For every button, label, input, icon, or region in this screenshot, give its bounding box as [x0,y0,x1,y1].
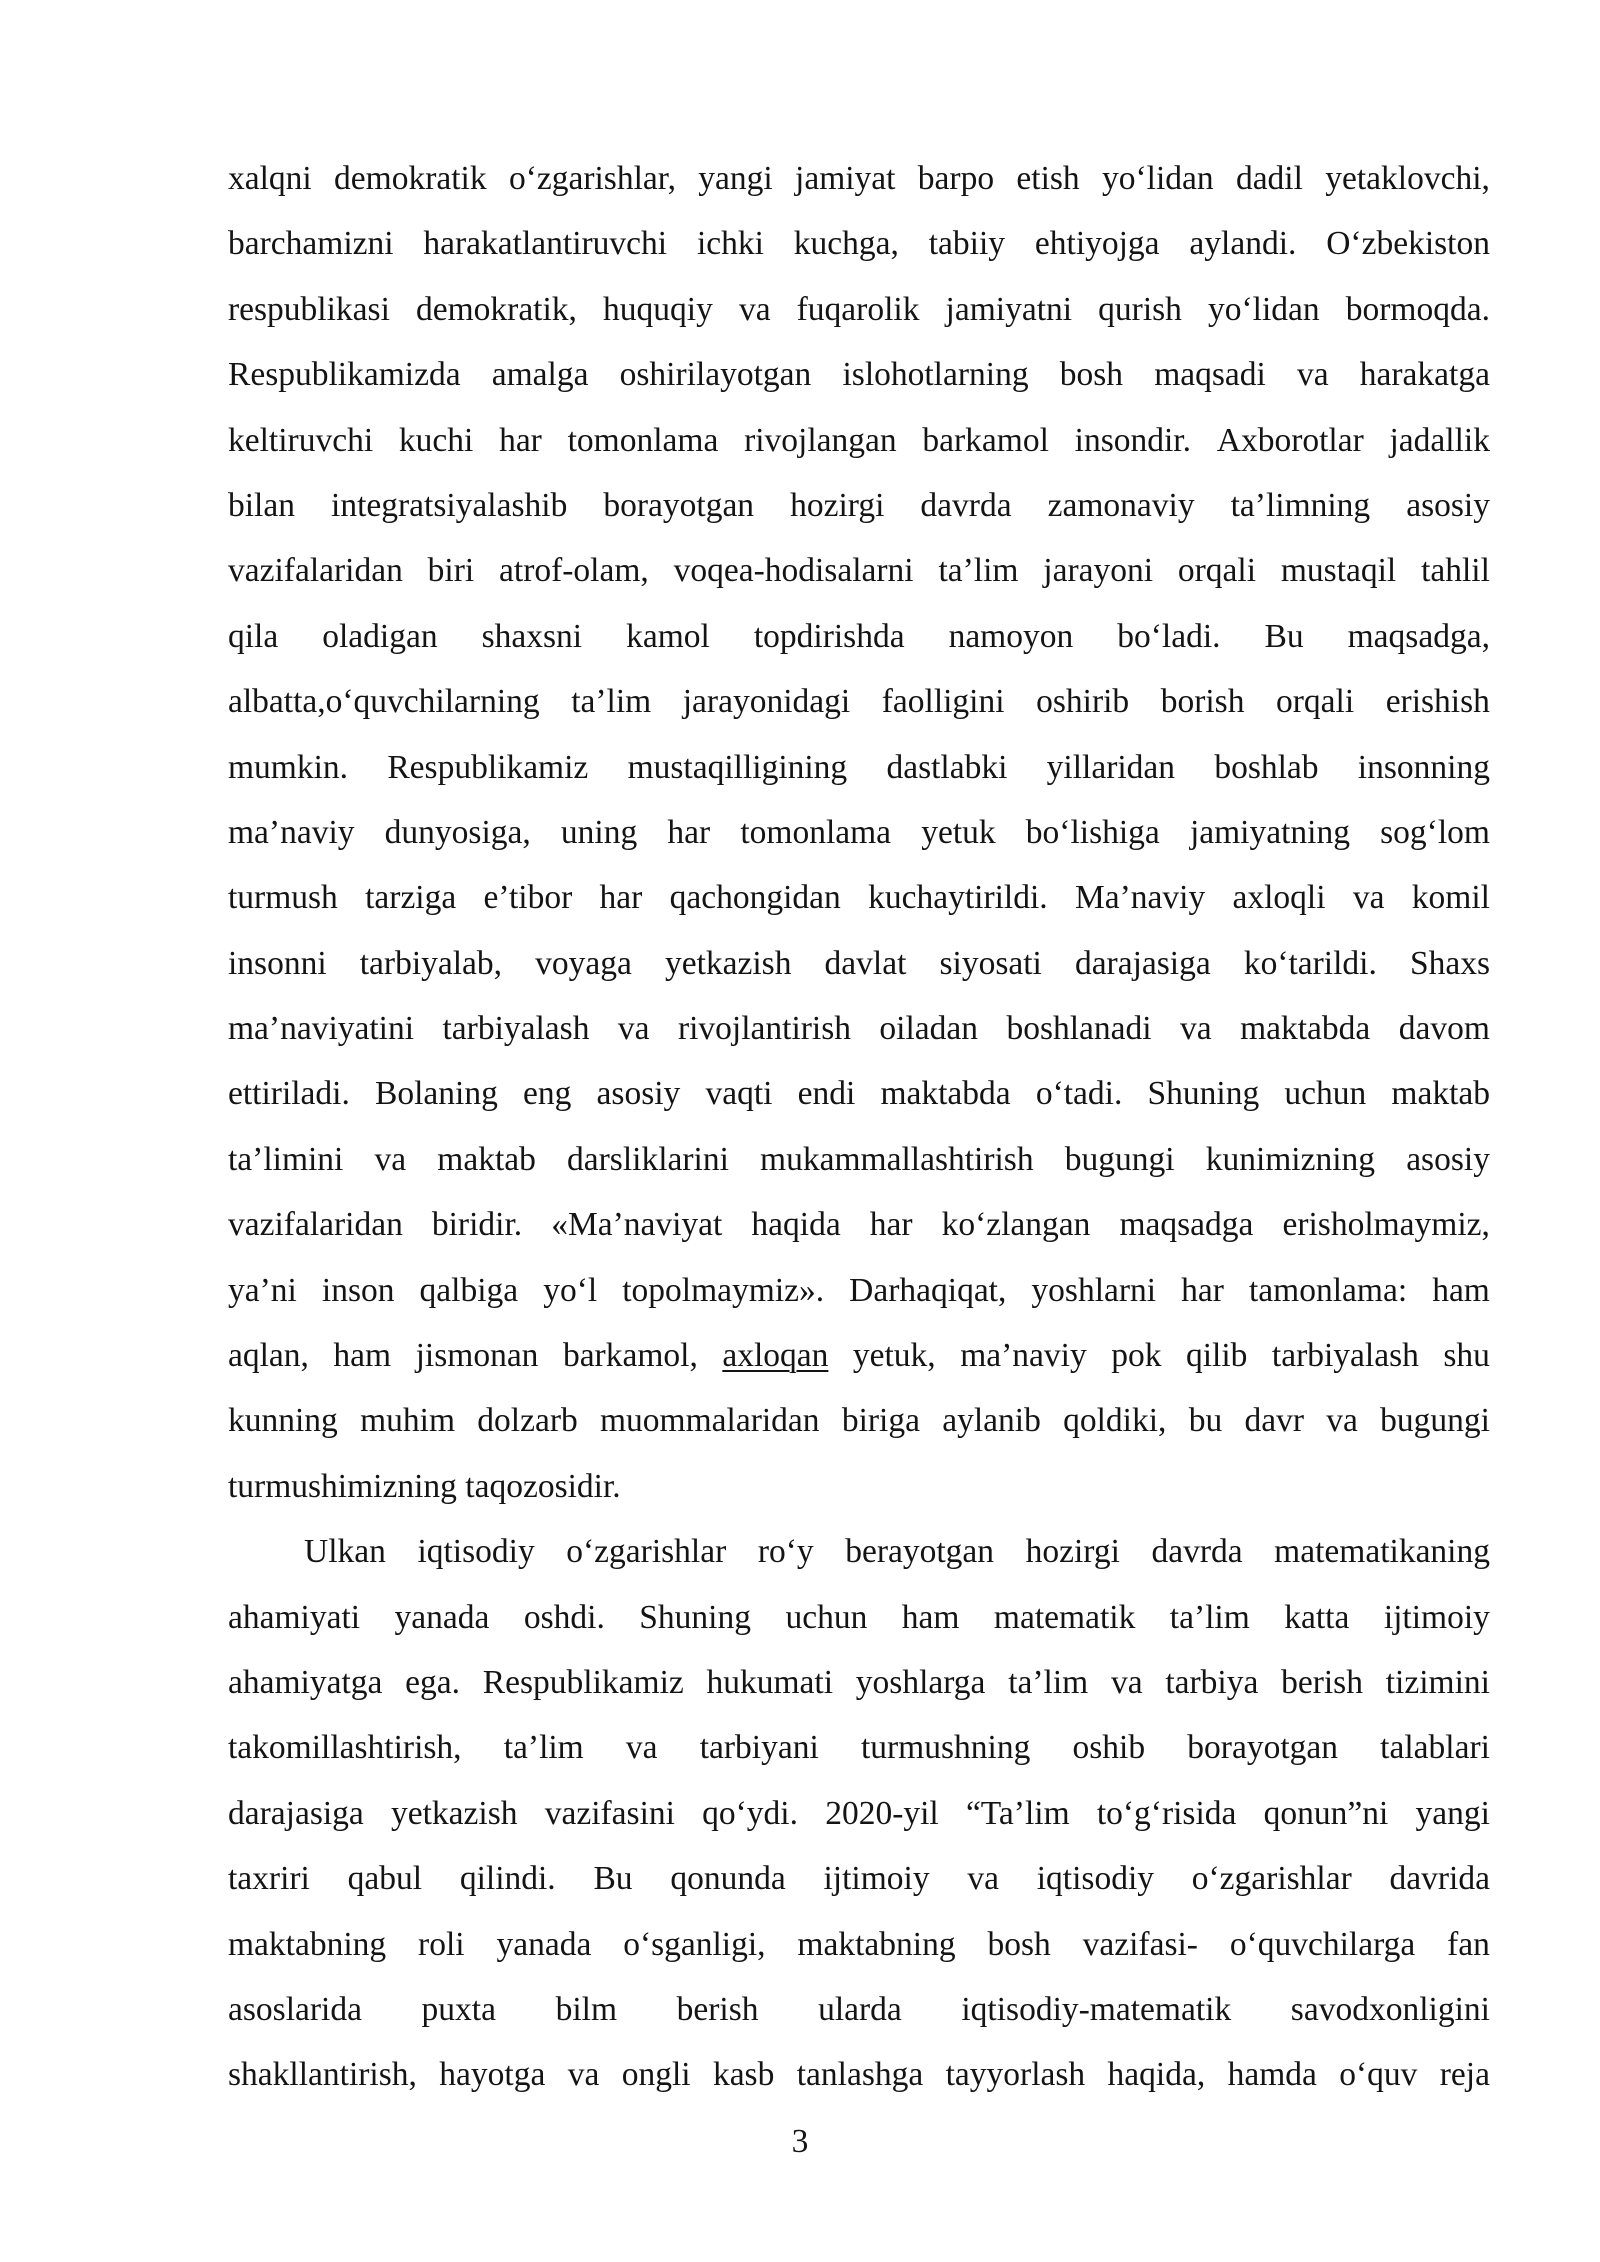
word: voqea-hodisalarni [673,552,914,590]
text-line [228,211,1490,276]
word: va [967,1860,999,1898]
text-line [228,865,1490,930]
word: aylandi. [1189,225,1297,263]
word: tarbiyalash [442,1010,590,1048]
word: Shaxs [1409,944,1490,982]
text-line [228,604,1490,669]
word: maqsadi [1154,356,1266,394]
text-line [228,342,1490,407]
word: demokratik [334,160,487,197]
word: O‘zbekiston [1326,225,1490,263]
word: iqtisodiy-matematik [961,1990,1232,2028]
word: turmushimizning [228,1467,457,1505]
word: ega. [405,1663,461,1701]
word: yetkazish [391,1794,518,1832]
word: maqsadga, [1347,617,1490,655]
word: biri [427,552,475,590]
word: ta’lim [1169,1598,1250,1636]
word: shaxsni [481,617,583,655]
word: harakatlantiruvchi [423,225,668,263]
word: eng [523,1075,572,1113]
word: katta [1284,1598,1350,1636]
text-line [228,1977,1490,2042]
text-line [228,996,1490,1061]
word: qoldiki, [1063,1402,1167,1440]
word: barkamol, [562,1337,698,1375]
word: tayyorlash [945,2056,1086,2094]
word: ijtimoiy [823,1860,930,1898]
word: mukammallashtirish [760,1140,1034,1178]
word: ta’lim [938,552,1019,590]
word: aqlan, [228,1337,309,1375]
word: ma’naviyatini [228,1010,415,1048]
word: biriga [841,1402,920,1440]
word: maktabda [880,1075,1011,1113]
word: ularda [818,1990,902,2028]
text-line [228,1061,1490,1126]
word: axloqli [1232,879,1326,917]
word: taqozosidir. [465,1467,621,1505]
word: yetuk, [852,1337,936,1375]
word: bu [1188,1402,1223,1440]
word: to‘g‘risida [1096,1794,1237,1832]
word: o‘zgarishlar [1191,1860,1352,1898]
word: Shuning [639,1598,751,1636]
word: etish [1016,160,1080,197]
word: 2020-yil [825,1794,939,1832]
word: asosiy [1406,1140,1490,1178]
word: davrda [1151,1533,1243,1571]
word: kunning [228,1402,338,1440]
word: ichki [696,225,764,263]
word: rivojlangan [744,421,897,459]
word: uchun [785,1598,868,1636]
word: jarayoni [1043,552,1154,590]
text-line [228,1585,1490,1650]
word: tizimini [1385,1663,1490,1701]
word: barkamol [922,421,1049,459]
word: qonunda [670,1860,786,1898]
word: shu [1443,1337,1490,1375]
word: Shuning [1147,1075,1260,1113]
word: takomillashtirish, [228,1729,462,1767]
text-line [228,473,1490,538]
word: yo‘l [543,1271,598,1309]
text-line [228,146,1490,211]
text-line [228,1127,1490,1192]
word: tarbiya [1165,1663,1259,1701]
word: Respublikamiz [387,748,589,786]
word: pok [1111,1337,1162,1375]
word: reja [1439,2056,1490,2094]
word: e’tibor [483,879,573,917]
word: davom [1398,1010,1490,1048]
word: tomonlama [567,421,719,459]
word: maktab [1391,1075,1490,1113]
text-line [228,1192,1490,1257]
word: dastlabki [886,748,1008,786]
word: tamonlama: [1248,1271,1408,1309]
word: dunyosiga, [384,813,531,851]
text-line [228,1912,1490,1977]
word: bo‘ladi. [1117,617,1221,655]
word: berayotgan [845,1533,995,1571]
word: inson [321,1271,395,1309]
word: borish [1160,683,1245,721]
word: ijtimoiy [1383,1598,1490,1636]
word: yillaridan [1046,748,1176,786]
word: o‘quv [1339,2056,1418,2094]
word: kamol [626,617,710,655]
word: har [599,879,643,917]
word: yetkazish [664,944,792,982]
word: oshirib [1036,683,1130,721]
word: va [617,1010,650,1048]
word: orqali [1276,683,1355,721]
word: keltiruvchi [228,421,374,459]
underlined-word: axloqan [722,1337,829,1375]
word: xalqni [228,160,312,197]
word: jamiyat [795,160,896,197]
word: har [869,1206,913,1244]
word: oshdi. [523,1598,605,1636]
word: turmushning [860,1729,1031,1767]
word: ma’naviy [228,813,355,851]
word: mustaqil [1280,552,1397,590]
word: davrida [1389,1860,1490,1898]
word: va [1110,1663,1143,1701]
word: berish [676,1990,759,2028]
word: kunimizning [1205,1140,1376,1178]
word: bo‘lishiga [1025,813,1160,851]
text-line [228,277,1490,342]
word: matematik [993,1598,1136,1636]
word: ongli [621,2056,691,2094]
word: integratsiyalashib [331,486,568,524]
word: qilib [1185,1337,1248,1375]
word: kasb [712,2056,775,2094]
word: maktabning [228,1925,387,1963]
word: maktabning [797,1925,956,1963]
word: har [499,421,542,459]
word: ta’lim [571,683,652,721]
word: bilm [555,1990,618,2028]
word: amalga [491,356,589,394]
word: maktab [437,1140,536,1178]
paragraph [228,146,1490,1519]
word: aylanib [942,1402,1041,1440]
word: davlat [824,944,907,982]
word: ham [901,1598,960,1636]
word: matematikaning [1274,1533,1490,1571]
word: jamiyatni [945,290,1073,328]
text-line [228,1323,1490,1388]
word: asoslarida [228,1990,362,2028]
word: Bolaning [375,1075,498,1113]
word: insonning [1357,748,1490,786]
word: biridir. [431,1206,523,1244]
word: albatta,o‘quvchilarning [228,683,540,721]
word: va [625,1729,658,1767]
word: oladigan [322,617,438,655]
word: qilindi. [459,1860,556,1898]
word: asosiy [1406,486,1490,524]
word: dadil [1235,160,1303,197]
word: yangi [1415,1794,1490,1832]
word: siyosati [939,944,1042,982]
word: erisholmaymiz, [1282,1206,1490,1244]
text-line [228,538,1490,603]
word: namoyon [948,617,1074,655]
word: islohotlarning [842,356,1029,394]
word: yanada [496,1925,592,1963]
word: tomonlama [740,813,892,851]
word: oiladan [879,1010,979,1048]
word: davr [1244,1402,1304,1440]
word: kuchaytirildi. [868,879,1048,917]
word: vaqti [705,1075,773,1113]
word: barpo [917,160,995,197]
word: qurish [1098,290,1182,328]
word: “Ta’lim [965,1794,1070,1832]
word: ko‘zlangan [941,1206,1091,1244]
page-number: 3 [791,2123,809,2160]
word: borayotgan [1187,1729,1338,1767]
word: bugungi [1380,1402,1490,1440]
text-line [228,931,1490,996]
word: voyaga [535,944,632,982]
word: qabul [347,1860,423,1898]
word: huquqiy [603,290,713,328]
word: vazifalaridan [228,1206,403,1244]
word: bormoqda. [1345,290,1490,328]
word: va [1326,1402,1358,1440]
word: endi [797,1075,856,1113]
word: o‘quvchilarga [1229,1925,1416,1963]
word: vazifalaridan [228,552,403,590]
word: berish [1281,1663,1363,1701]
text-line [228,408,1490,473]
word: yangi [698,160,773,197]
word: erishish [1385,683,1490,721]
word: ko‘tarildi. [1243,944,1377,982]
text-line [228,1715,1490,1780]
word: hozirgi [1025,1533,1120,1571]
word: jamiyatning [1189,813,1350,851]
word: oshib [1072,1729,1146,1767]
word: savodxonligini [1290,1990,1490,2028]
word: haqida, [1107,2056,1206,2094]
paragraph [228,1519,1490,2108]
word: harakatga [1359,356,1490,394]
body-text [228,146,1490,2108]
word: talablari [1380,1729,1490,1767]
word: o‘sganligi, [623,1925,766,1963]
word: mumkin. [228,748,349,786]
word: hamda [1227,2056,1317,2094]
text-line [228,1781,1490,1846]
word: Respublikamizda [228,356,461,394]
word: yetaklovchi, [1325,160,1490,197]
word: «Ma’naviyat [551,1206,723,1244]
word: Ulkan [304,1533,386,1571]
word: ro‘y [757,1533,814,1571]
word: yoshlarni [1031,1271,1157,1309]
word: bosh [1059,356,1124,394]
word: darajasiga [1074,944,1211,982]
word: o‘zgarishlar [566,1533,727,1571]
word: shakllantirish, [228,2056,417,2094]
word: yoshlarga [855,1663,986,1701]
word: har [1181,1271,1224,1309]
word: Ma’naviy [1074,879,1206,917]
word: Axborotlar [1216,421,1364,459]
word: tarbiyalash [1271,1337,1419,1375]
word: ta’lim [503,1729,584,1767]
word: ya’ni [228,1271,297,1309]
word: iqtisodiy [417,1533,535,1571]
text-line [228,735,1490,800]
word: bugungi [1064,1140,1175,1178]
word: insondir. [1074,421,1191,459]
word: qo‘ydi. [702,1794,798,1832]
word: kuchga, [793,225,899,263]
word: qachongidan [669,879,841,917]
word: va [374,1140,407,1178]
word: zamonaviy [1047,486,1195,524]
word: tahlil [1421,552,1490,590]
word: insonni [228,944,327,982]
word: yetuk [921,813,996,851]
word: ahamiyati [228,1598,361,1636]
word: yo‘lidan [1208,290,1320,328]
word: ta’limning [1230,486,1371,524]
word: fuqarolik [796,290,920,328]
word: hozirgi [790,486,885,524]
word: jarayonidagi [682,683,851,721]
word: jadallik [1389,421,1490,459]
text-line [228,2042,1490,2107]
word: qonun”ni [1263,1794,1389,1832]
word: va [1352,879,1385,917]
word: ham [1432,1271,1490,1309]
word: darajasiga [228,1794,364,1832]
word: komil [1411,879,1490,917]
text-line [228,1519,1490,1584]
word: uchun [1284,1075,1367,1113]
word: vazifasi- [1082,1925,1198,1963]
text-line [228,1454,1490,1519]
word: iqtisodiy [1036,1860,1155,1898]
word: ahamiyatga [228,1663,383,1701]
word: tarbiyalab, [359,944,503,982]
word: yanada [394,1598,490,1636]
word: o‘zgarishlar, [508,160,676,197]
text-line [228,1650,1490,1715]
text-line [228,669,1490,734]
word: va [1296,356,1329,394]
word: maktabda [1240,1010,1371,1048]
word: ta’limini [228,1140,344,1178]
word: qila [228,617,279,655]
word: rivojlantirish [677,1010,851,1048]
text-line [228,1388,1490,1453]
word: davrda [920,486,1012,524]
word: asosiy [596,1075,681,1113]
word: hayotga [439,2056,546,2094]
word: taxriri [228,1860,310,1898]
word: va [738,290,771,328]
word: har [667,813,711,851]
word: Bu [593,1860,633,1898]
word: haqida [751,1206,841,1244]
word: ettiriladi. [228,1075,350,1113]
word: topdirishda [753,617,905,655]
word: puxta [421,1990,496,2028]
word: uning [560,813,638,851]
word: dolzarb [477,1402,578,1440]
text-line [228,1846,1490,1911]
word: boshlanadi [1006,1010,1152,1048]
word: orqali [1177,552,1257,590]
word: tabiiy [928,225,1006,263]
word: vazifasini [544,1794,675,1832]
word: muhim [360,1402,456,1440]
word: ham [333,1337,392,1375]
word: fan [1447,1925,1490,1963]
word: borayotgan [603,486,755,524]
word: maqsadga [1119,1206,1254,1244]
word: boshlab [1214,748,1319,786]
word: bilan [228,486,295,524]
word: ma’naviy [960,1337,1087,1375]
word: demokratik, [415,290,577,328]
word: va [567,2056,600,2094]
word: oshirilayotgan [619,356,812,394]
word: darsliklarini [567,1140,729,1178]
word: Respublikamiz [482,1663,684,1701]
word: va [1180,1010,1212,1048]
word: bosh [987,1925,1051,1963]
word: jismonan [415,1337,539,1375]
text-line [228,800,1490,865]
word: mustaqilligining [627,748,848,786]
word: turmush [228,879,338,917]
word: ehtiyojga [1034,225,1160,263]
word: respublikasi [228,290,390,328]
word: atrof-olam, [499,552,649,590]
word: yo‘lidan [1101,160,1214,197]
word: qalbiga [419,1271,519,1309]
word: o‘tadi. [1035,1075,1123,1113]
word: roli [418,1925,465,1963]
word: Bu [1264,617,1304,655]
word: sog‘lom [1380,813,1490,851]
word: tarziga [365,879,457,917]
word: ta’lim [1008,1663,1089,1701]
word: tanlashga [796,2056,924,2094]
word: faolligini [881,683,1005,721]
word: kuchi [398,421,474,459]
word: Darhaqiqat, [849,1271,1007,1309]
word: topolmaymiz». [622,1271,825,1309]
word: hukumati [706,1663,834,1701]
word: tarbiyani [699,1729,819,1767]
word: muommalaridan [600,1402,820,1440]
text-line [228,1258,1490,1323]
word: barchamizni [228,225,394,263]
